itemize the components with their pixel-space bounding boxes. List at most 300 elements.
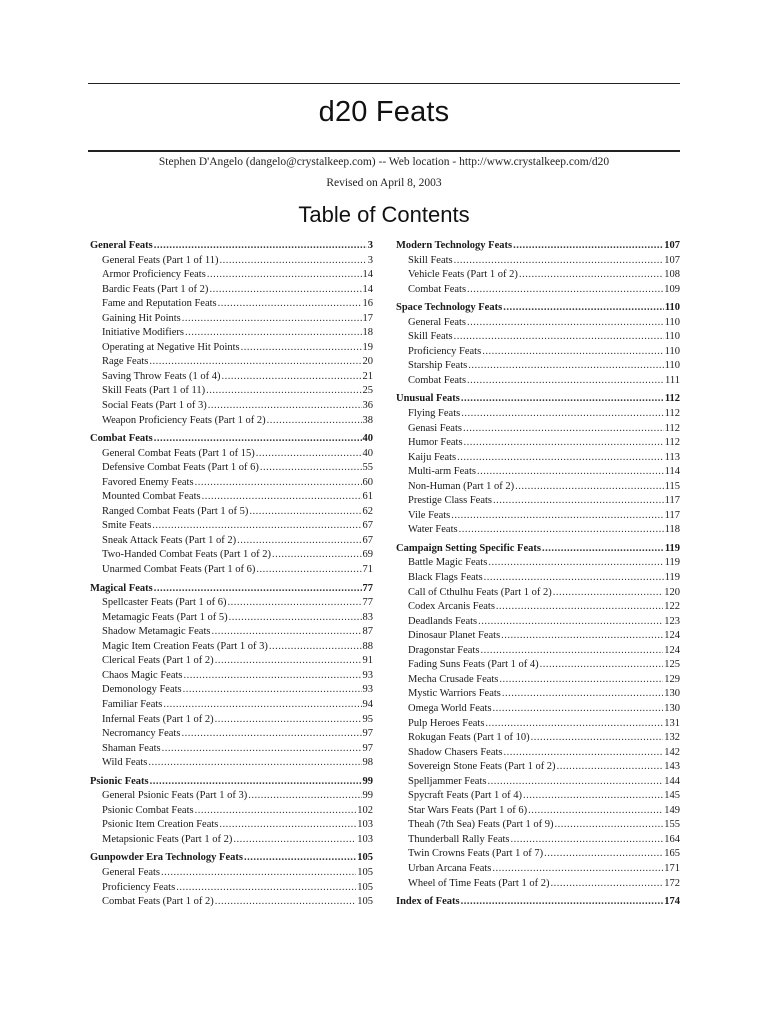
dot-leader: [555, 818, 664, 833]
toc-section-entry-page: 40: [362, 433, 373, 445]
toc-entry-page: 155: [664, 819, 680, 831]
toc-entry[interactable]: [90, 654, 373, 669]
toc-entry-page: 14: [362, 283, 373, 295]
toc-entry-title: Infernal Feats (Part 1 of 2): [102, 713, 214, 725]
dot-leader: [220, 254, 367, 269]
toc-entry-title: Magic Item Creation Feats (Part 1 of 3): [102, 640, 268, 652]
toc-entry-title: Mounted Combat Feats: [102, 491, 201, 503]
toc-entry[interactable]: [90, 297, 373, 312]
dot-leader: [468, 359, 663, 374]
toc-entry-page: 117: [664, 495, 680, 507]
toc-entry-title: General Feats: [408, 316, 467, 328]
dot-leader: [502, 687, 663, 702]
toc-entry-page: 112: [664, 408, 680, 420]
toc-entry[interactable]: [90, 669, 373, 684]
toc-entry-title: Prestige Class Feats: [408, 495, 492, 507]
toc-entry[interactable]: [90, 414, 373, 429]
toc-entry-page: 164: [664, 833, 680, 845]
dot-leader: [557, 760, 664, 775]
toc-entry-page: 144: [664, 775, 680, 787]
dot-leader: [528, 804, 663, 819]
dot-leader: [206, 384, 361, 399]
toc-entry-title: Spycraft Feats (Part 1 of 4): [408, 790, 523, 802]
toc-entry[interactable]: [90, 625, 373, 640]
toc-entry-page: 105: [357, 866, 373, 878]
toc-column-right: [396, 239, 680, 910]
toc-entry-title: Rokugan Feats (Part 1 of 10): [408, 732, 530, 744]
toc-entry[interactable]: [90, 370, 373, 385]
toc-entry-title: Theah (7th Sea) Feats (Part 1 of 9): [408, 819, 554, 831]
toc-entry-page: 142: [664, 746, 680, 758]
toc-entry-title: General Feats (Part 1 of 11): [102, 254, 219, 266]
toc-entry[interactable]: [90, 490, 373, 505]
toc-entry-title: Proficiency Feats: [102, 881, 176, 893]
toc-entry-title: Dragonstar Feats: [408, 644, 480, 656]
dot-leader: [219, 818, 356, 833]
dot-leader: [154, 582, 362, 597]
dot-leader: [218, 297, 362, 312]
toc-entry[interactable]: [396, 571, 680, 586]
dot-leader: [492, 862, 663, 877]
dot-leader: [515, 480, 663, 495]
toc-entry[interactable]: [396, 847, 680, 862]
toc-section-entry-page: 174: [664, 896, 680, 908]
toc-entry[interactable]: [90, 895, 373, 910]
toc-entry-page: 112: [664, 437, 680, 449]
toc-entry-page: 108: [664, 269, 680, 281]
toc-entry[interactable]: [90, 742, 373, 757]
toc-entry-title: Multi-arm Feats: [408, 466, 476, 478]
toc-entry-page: 40: [362, 447, 373, 459]
toc-entry-page: 118: [664, 524, 680, 536]
dot-leader: [457, 451, 664, 466]
toc-section-entry-page: 105: [357, 852, 373, 864]
toc-section-entry-page: 119: [664, 542, 680, 554]
toc-entry[interactable]: [396, 775, 680, 790]
toc-entry[interactable]: [396, 702, 680, 717]
toc-entry[interactable]: [396, 877, 680, 892]
toc-entry[interactable]: [90, 283, 373, 298]
toc-entry[interactable]: [396, 746, 680, 761]
toc-entry[interactable]: [396, 316, 680, 331]
toc-entry[interactable]: [396, 717, 680, 732]
toc-entry-title: Sovereign Stone Feats (Part 1 of 2): [408, 761, 556, 773]
dot-leader: [493, 494, 664, 509]
toc-entry-title: Combat Feats: [408, 374, 467, 386]
toc-entry[interactable]: [90, 713, 373, 728]
dot-leader: [493, 702, 664, 717]
toc-section-entry[interactable]: [396, 895, 680, 910]
toc-entry-title: Non-Human (Part 1 of 2): [408, 480, 515, 492]
dot-leader: [154, 239, 367, 254]
toc-entry-title: Genasi Feats: [408, 422, 462, 434]
toc-entry[interactable]: [396, 494, 680, 509]
dot-leader: [499, 673, 663, 688]
toc-section-entry-page: 107: [664, 240, 680, 251]
toc-entry[interactable]: [90, 548, 373, 563]
dot-leader: [267, 414, 362, 429]
toc-entry-page: 119: [664, 557, 680, 569]
dot-leader: [459, 523, 664, 538]
toc-entry[interactable]: [396, 465, 680, 480]
toc-entry-page: 67: [362, 520, 373, 532]
toc-entry[interactable]: [396, 833, 680, 848]
dot-leader: [185, 326, 362, 341]
toc-entry[interactable]: [90, 519, 373, 534]
toc-section-entry[interactable]: [90, 432, 373, 447]
dot-leader: [150, 775, 362, 790]
toc-entry-page: 171: [664, 862, 680, 874]
toc-entry-title: Two-Handed Combat Feats (Part 1 of 2): [102, 549, 271, 561]
toc-entry-page: 95: [362, 713, 373, 725]
toc-entry-page: 62: [362, 505, 373, 517]
toc-entry-page: 67: [362, 534, 373, 546]
toc-entry-page: 110: [664, 345, 680, 357]
toc-entry-page: 60: [362, 476, 373, 488]
top-rule: [88, 83, 680, 84]
toc-entry[interactable]: [90, 399, 373, 414]
dot-leader: [478, 615, 663, 630]
toc-entry-page: 117: [664, 509, 680, 521]
toc-section-entry-title: Gunpowder Era Technology Feats: [90, 852, 243, 864]
toc-entry-title: Familiar Feats: [102, 698, 163, 710]
toc-section-entry-title: General Feats: [90, 240, 153, 251]
toc-entry-title: Urban Arcana Feats: [408, 862, 492, 874]
toc-section-entry[interactable]: [90, 582, 373, 597]
dot-leader: [215, 654, 362, 669]
toc-entry-title: Defensive Combat Feats (Part 1 of 6): [102, 462, 259, 474]
toc-entry-page: 110: [664, 360, 680, 372]
toc-entry-page: 20: [362, 356, 373, 368]
toc-entry-title: Metamagic Feats (Part 1 of 5): [102, 611, 228, 623]
toc-entry[interactable]: [396, 422, 680, 437]
toc-entry[interactable]: [396, 283, 680, 298]
toc-entry[interactable]: [396, 862, 680, 877]
toc-entry[interactable]: [90, 683, 373, 698]
toc-entry-title: General Combat Feats (Part 1 of 15): [102, 447, 255, 459]
toc-entry-page: 97: [362, 742, 373, 754]
toc-entry[interactable]: [396, 789, 680, 804]
toc-entry-page: 120: [664, 586, 680, 598]
dot-leader: [531, 731, 664, 746]
toc-entry-title: Flying Feats: [408, 408, 461, 420]
toc-entry[interactable]: [90, 505, 373, 520]
toc-entry[interactable]: [90, 326, 373, 341]
toc-entry[interactable]: [396, 658, 680, 673]
toc-section-entry-title: Space Technology Feats: [396, 302, 503, 314]
toc-entry[interactable]: [396, 615, 680, 630]
toc-entry-page: 123: [664, 615, 680, 627]
toc-entry[interactable]: [90, 461, 373, 476]
toc-entry[interactable]: [90, 640, 373, 655]
toc-entry[interactable]: [396, 509, 680, 524]
toc-entry-page: 149: [664, 804, 680, 816]
toc-section-entry-page: 110: [664, 302, 680, 314]
toc-entry-page: 103: [357, 819, 373, 831]
toc-entry[interactable]: [90, 727, 373, 742]
document-title: d20 Feats: [318, 96, 450, 128]
dot-leader: [461, 407, 663, 422]
toc-entry-page: 124: [664, 630, 680, 642]
dot-leader: [183, 683, 362, 698]
toc-entry-title: Demonology Feats: [102, 684, 182, 696]
toc-entry[interactable]: [396, 760, 680, 775]
toc-entry[interactable]: [90, 355, 373, 370]
toc-entry-title: Skill Feats: [408, 254, 453, 266]
toc-section-entry[interactable]: [90, 851, 373, 866]
dot-leader: [544, 847, 663, 862]
dot-leader: [272, 548, 362, 563]
toc-entry-page: 83: [362, 611, 373, 623]
toc-entry-page: 21: [362, 370, 373, 382]
toc-entry-page: 98: [362, 757, 373, 769]
toc-entry-title: Codex Arcanis Feats: [408, 601, 495, 613]
toc-entry-title: Thunderball Rally Feats: [408, 833, 510, 845]
toc-entry-page: 109: [664, 283, 680, 295]
toc-entry[interactable]: [90, 384, 373, 399]
toc-entry-title: Vehicle Feats (Part 1 of 2): [408, 269, 518, 281]
toc-entry[interactable]: [396, 818, 680, 833]
toc-entry-title: Combat Feats (Part 1 of 2): [102, 896, 214, 908]
toc-entry-page: 110: [664, 331, 680, 343]
toc-entry-title: Twin Crowns Feats (Part 1 of 7): [408, 848, 544, 860]
dot-leader: [256, 563, 361, 578]
toc-entry[interactable]: [90, 611, 373, 626]
dot-leader: [233, 833, 356, 848]
toc-entry[interactable]: [90, 268, 373, 283]
dot-leader: [256, 447, 362, 462]
toc-entry-page: 112: [664, 422, 680, 434]
toc-entry-title: Starship Feats: [408, 360, 468, 372]
toc-entry-page: 132: [664, 732, 680, 744]
toc-entry[interactable]: [396, 731, 680, 746]
toc-entry-title: Humor Feats: [408, 437, 463, 449]
toc-entry-title: Ranged Combat Feats (Part 1 of 5): [102, 505, 249, 517]
toc-entry-page: 110: [664, 316, 680, 328]
toc-entry-title: Rage Feats: [102, 356, 149, 368]
dot-leader: [228, 596, 362, 611]
toc-entry[interactable]: [396, 673, 680, 688]
toc-entry-page: 113: [664, 451, 680, 463]
toc-entry-page: 94: [362, 698, 373, 710]
toc-entry-page: 38: [362, 414, 373, 426]
toc-entry[interactable]: [396, 600, 680, 615]
toc-entry[interactable]: [90, 476, 373, 491]
toc-entry[interactable]: [90, 833, 373, 848]
toc-section-entry[interactable]: [396, 542, 680, 557]
revision-date: Revised on April 8, 2003: [326, 177, 442, 189]
dot-leader: [480, 644, 663, 659]
toc-entry-title: Combat Feats: [408, 283, 467, 295]
toc-entry[interactable]: [396, 523, 680, 538]
toc-entry-page: 17: [362, 312, 373, 324]
dot-leader: [269, 640, 362, 655]
toc-section-entry-title: Psionic Feats: [90, 775, 149, 787]
toc-entry[interactable]: [90, 804, 373, 819]
toc-entry[interactable]: [90, 447, 373, 462]
toc-entry-title: Operating at Negative Hit Points: [102, 341, 240, 353]
dot-leader: [487, 775, 663, 790]
toc-section-entry[interactable]: [396, 239, 680, 254]
dot-leader: [467, 316, 664, 331]
dot-leader: [215, 713, 362, 728]
toc-entry-page: 87: [362, 626, 373, 638]
toc-entry-title: Sneak Attack Feats (Part 1 of 2): [102, 534, 237, 546]
toc-entry[interactable]: [90, 789, 373, 804]
toc-entry-page: 130: [664, 702, 680, 714]
toc-entry-title: Fading Suns Feats (Part 1 of 4): [408, 659, 539, 671]
toc-entry[interactable]: [396, 436, 680, 451]
toc-entry-title: Unarmed Combat Feats (Part 1 of 6): [102, 564, 256, 576]
toc-entry[interactable]: [396, 330, 680, 345]
dot-leader: [542, 542, 664, 557]
toc-entry-page: 18: [362, 327, 373, 339]
toc-entry-title: Weapon Proficiency Feats (Part 1 of 2): [102, 414, 266, 426]
dot-leader: [181, 727, 361, 742]
toc-entry[interactable]: [396, 629, 680, 644]
toc-entry-title: Psionic Combat Feats: [102, 804, 194, 816]
toc-entry[interactable]: [90, 534, 373, 549]
toc-entry-page: 124: [664, 644, 680, 656]
toc-section-entry-title: Index of Feats: [396, 896, 460, 908]
toc-entry-title: Smite Feats: [102, 520, 152, 532]
toc-entry-title: Psionic Item Creation Feats: [102, 819, 219, 831]
dot-leader: [454, 254, 664, 269]
toc-entry-page: 165: [664, 848, 680, 860]
toc-entry-page: 145: [664, 790, 680, 802]
toc-entry-page: 143: [664, 761, 680, 773]
toc-entry-page: 93: [362, 684, 373, 696]
toc-entry-page: 125: [664, 659, 680, 671]
toc-entry-page: 91: [362, 655, 373, 667]
toc-entry-title: General Feats: [102, 866, 161, 878]
toc-section-entry-title: Magical Feats: [90, 582, 153, 594]
toc-entry[interactable]: [90, 596, 373, 611]
toc-entry-page: 69: [362, 549, 373, 561]
toc-section-entry-page: 112: [664, 393, 680, 405]
toc-entry-title: Deadlands Feats: [408, 615, 478, 627]
toc-entry-page: 107: [664, 254, 680, 266]
dot-leader: [249, 505, 361, 520]
toc-section-entry-title: Campaign Setting Specific Feats: [396, 542, 541, 554]
toc-entry-title: Chaos Magic Feats: [102, 669, 183, 681]
toc-entry[interactable]: [90, 341, 373, 356]
toc-entry[interactable]: [90, 756, 373, 771]
toc-entry-title: General Psionic Feats (Part 1 of 3): [102, 790, 248, 802]
toc-entry-title: Proficiency Feats: [408, 345, 482, 357]
toc-entry-page: 129: [664, 673, 680, 685]
toc-entry[interactable]: [396, 556, 680, 571]
toc-entry-title: Bardic Feats (Part 1 of 2): [102, 283, 209, 295]
toc-entry[interactable]: [90, 818, 373, 833]
toc-entry[interactable]: [90, 698, 373, 713]
dot-leader: [207, 268, 362, 283]
toc-entry[interactable]: [396, 451, 680, 466]
dot-leader: [463, 422, 664, 437]
dot-leader: [260, 461, 362, 476]
toc-entry-page: 103: [357, 833, 373, 845]
toc-entry[interactable]: [396, 586, 680, 601]
dot-leader: [519, 268, 663, 283]
dot-leader: [215, 895, 357, 910]
toc-entry-title: Clerical Feats (Part 1 of 2): [102, 655, 214, 667]
toc-entry-title: Star Wars Feats (Part 1 of 6): [408, 804, 528, 816]
toc-section-entry[interactable]: [90, 239, 373, 254]
toc-entry-page: 16: [362, 298, 373, 310]
toc-entry-page: 115: [664, 480, 680, 492]
dot-leader: [184, 669, 362, 684]
toc-entry-page: 119: [664, 572, 680, 584]
toc-entry[interactable]: [396, 374, 680, 389]
toc-column-left: [90, 239, 373, 910]
toc-entry-title: Armor Proficiency Feats: [102, 269, 206, 281]
toc-entry[interactable]: [396, 804, 680, 819]
toc-entry-title: Black Flags Feats: [408, 572, 483, 584]
toc-section-entry[interactable]: [90, 775, 373, 790]
dot-leader: [501, 629, 663, 644]
dot-leader: [182, 312, 362, 327]
toc-entry[interactable]: [396, 254, 680, 269]
toc-entry-page: 111: [665, 374, 680, 386]
toc-section-entry[interactable]: [396, 301, 680, 316]
dot-leader: [237, 534, 361, 549]
toc-entry[interactable]: [396, 644, 680, 659]
toc-entry[interactable]: [90, 254, 373, 269]
toc-section-entry-title: Combat Feats: [90, 433, 153, 445]
toc-entry-page: 105: [357, 881, 373, 893]
toc-entry[interactable]: [396, 359, 680, 374]
toc-entry-page: 99: [362, 790, 373, 802]
toc-entry-title: Fame and Reputation Feats: [102, 298, 217, 310]
toc-entry-title: Call of Cthulhu Feats (Part 1 of 2): [408, 586, 552, 598]
toc-entry-page: 36: [362, 400, 373, 412]
toc-entry-title: Skill Feats (Part 1 of 11): [102, 385, 206, 397]
dot-leader: [248, 789, 361, 804]
toc-entry[interactable]: [396, 687, 680, 702]
toc-section-entry-page: 77: [362, 582, 373, 594]
toc-entry[interactable]: [396, 345, 680, 360]
toc-entry[interactable]: [90, 881, 373, 896]
toc-entry-title: Necromancy Feats: [102, 728, 181, 740]
toc-entry-page: 122: [664, 601, 680, 613]
toc-entry-title: Metapsionic Feats (Part 1 of 2): [102, 833, 233, 845]
dot-leader: [154, 432, 362, 447]
toc-entry-page: 25: [362, 385, 373, 397]
toc-entry-title: Gaining Hit Points: [102, 312, 181, 324]
toc-entry-page: 93: [362, 669, 373, 681]
toc-entry[interactable]: [396, 480, 680, 495]
toc-section-entry[interactable]: [396, 392, 680, 407]
toc-entry[interactable]: [90, 866, 373, 881]
toc-entry[interactable]: [396, 268, 680, 283]
toc-entry-title: Dinosaur Planet Feats: [408, 630, 501, 642]
dot-leader: [510, 833, 663, 848]
toc-entry[interactable]: [396, 407, 680, 422]
toc-entry-title: Saving Throw Feats (1 of 4): [102, 370, 221, 382]
dot-leader: [195, 804, 357, 819]
toc-entry-page: 3: [367, 254, 373, 266]
dot-leader: [195, 476, 362, 491]
dot-leader: [464, 436, 664, 451]
toc-entry[interactable]: [90, 563, 373, 578]
toc-entry-title: Mecha Crusade Feats: [408, 673, 499, 685]
toc-entry[interactable]: [90, 312, 373, 327]
toc-entry-page: 97: [362, 728, 373, 740]
dot-leader: [496, 600, 663, 615]
dot-leader: [208, 399, 362, 414]
title-rule: [88, 150, 680, 152]
toc-entry-page: 71: [362, 564, 373, 576]
